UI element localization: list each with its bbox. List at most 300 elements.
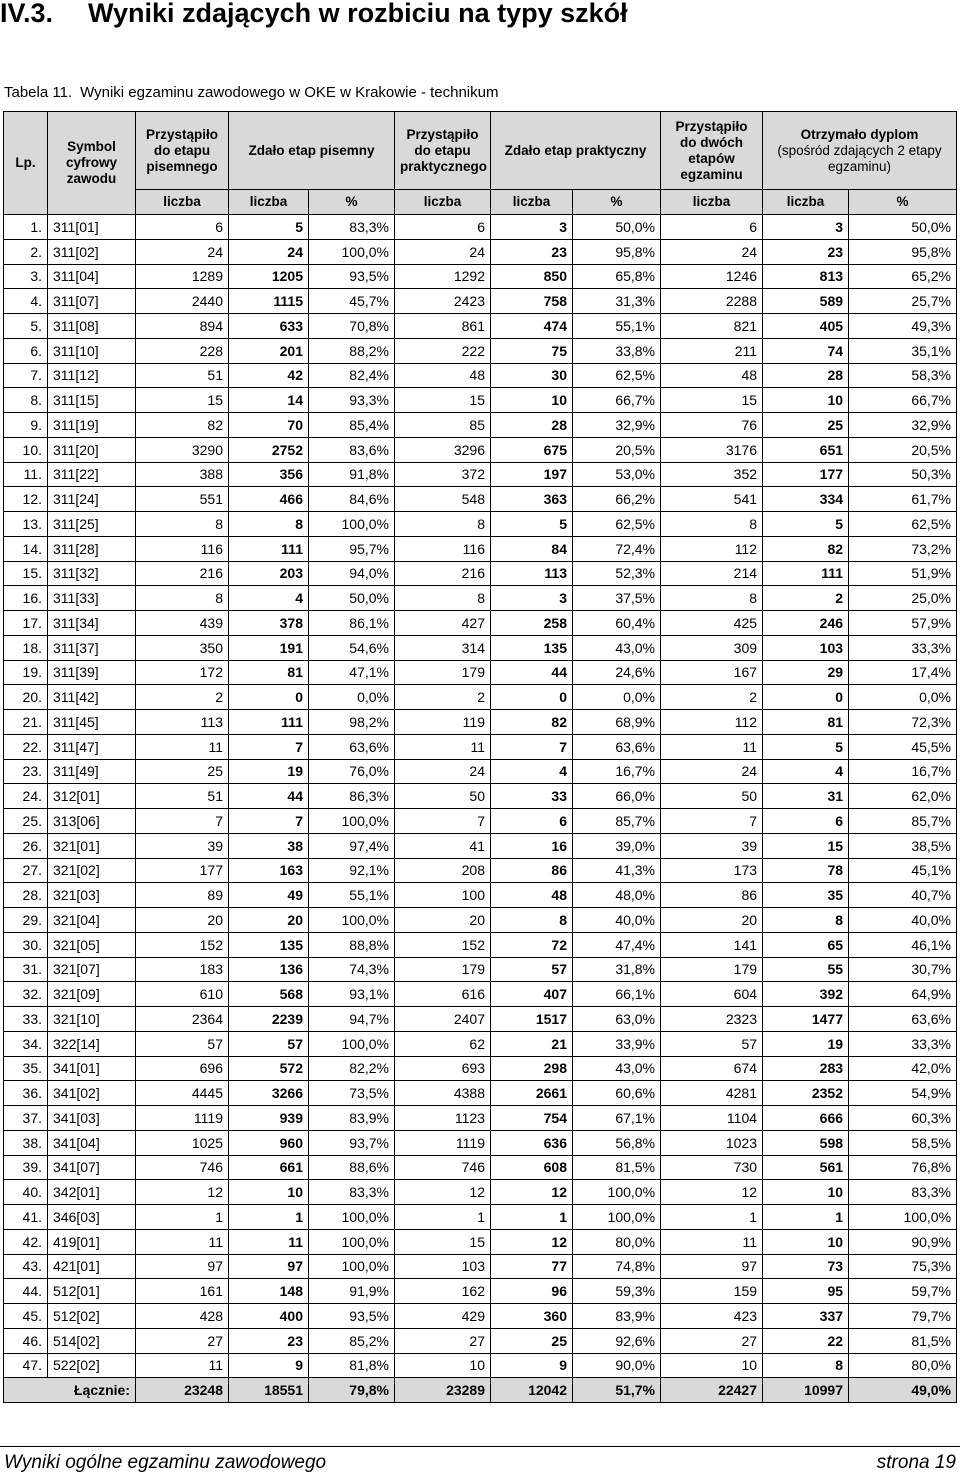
row-practical-attempted: 10 (395, 1353, 491, 1378)
row-practical-pct: 74,8% (573, 1254, 661, 1279)
row-lp: 28. (4, 883, 48, 908)
row-practical-attempted: 162 (395, 1279, 491, 1304)
row-symbol: 311[47] (48, 734, 136, 759)
row-practical-attempted: 85 (395, 413, 491, 438)
row-diploma-count: 0 (763, 685, 849, 710)
row-written-passed: 8 (229, 512, 309, 537)
row-practical-attempted: 179 (395, 660, 491, 685)
header-diploma-main: Otrzymało dyplom (800, 126, 919, 142)
row-written-attempted: 11 (136, 1229, 229, 1254)
row-diploma-pct: 25,7% (849, 289, 957, 314)
row-both-attempted: 352 (661, 462, 763, 487)
total-label: Łącznie: (4, 1378, 136, 1403)
row-lp: 16. (4, 586, 48, 611)
row-written-passed: 23 (229, 1328, 309, 1353)
row-written-pct: 83,9% (309, 1106, 395, 1131)
row-diploma-count: 74 (763, 338, 849, 363)
row-diploma-pct: 40,0% (849, 908, 957, 933)
row-written-attempted: 183 (136, 957, 229, 982)
table-row (4, 858, 957, 883)
header-symbol: Symbol cyfrowy zawodu (48, 112, 136, 215)
row-written-attempted: 894 (136, 314, 229, 339)
table-row (4, 982, 957, 1007)
row-diploma-count: 651 (763, 437, 849, 462)
row-written-attempted: 3290 (136, 437, 229, 462)
row-lp: 31. (4, 957, 48, 982)
row-practical-passed: 1 (491, 1205, 573, 1230)
row-practical-pct: 83,9% (573, 1304, 661, 1329)
header-lp: Lp. (4, 112, 48, 215)
row-practical-attempted: 372 (395, 462, 491, 487)
row-lp: 17. (4, 611, 48, 636)
total-cell: 22427 (661, 1378, 763, 1403)
row-diploma-count: 31 (763, 784, 849, 809)
row-practical-attempted: 8 (395, 512, 491, 537)
row-written-attempted: 7 (136, 809, 229, 834)
table-row (4, 536, 957, 561)
row-diploma-pct: 54,9% (849, 1081, 957, 1106)
table-row (4, 932, 957, 957)
row-both-attempted: 425 (661, 611, 763, 636)
row-diploma-pct: 75,3% (849, 1254, 957, 1279)
row-written-passed: 572 (229, 1056, 309, 1081)
row-symbol: 311[19] (48, 413, 136, 438)
row-both-attempted: 141 (661, 932, 763, 957)
row-written-pct: 85,2% (309, 1328, 395, 1353)
row-practical-pct: 85,7% (573, 809, 661, 834)
header-written-attempted: Przystąpiło do etapu pisemnego (136, 112, 229, 190)
row-diploma-pct: 80,0% (849, 1353, 957, 1378)
row-symbol: 341[01] (48, 1056, 136, 1081)
row-diploma-count: 19 (763, 1031, 849, 1056)
row-written-pct: 100,0% (309, 1031, 395, 1056)
row-practical-passed: 28 (491, 413, 573, 438)
table-row (4, 1056, 957, 1081)
row-written-pct: 93,3% (309, 388, 395, 413)
row-practical-passed: 57 (491, 957, 573, 982)
row-practical-passed: 636 (491, 1130, 573, 1155)
row-written-passed: 5 (229, 215, 309, 240)
row-both-attempted: 179 (661, 957, 763, 982)
row-written-pct: 76,0% (309, 759, 395, 784)
row-lp: 29. (4, 908, 48, 933)
row-symbol: 342[01] (48, 1180, 136, 1205)
row-written-pct: 83,3% (309, 215, 395, 240)
row-written-pct: 73,5% (309, 1081, 395, 1106)
total-cell: 12042 (491, 1378, 573, 1403)
row-written-passed: 203 (229, 561, 309, 586)
row-practical-pct: 47,4% (573, 932, 661, 957)
row-written-pct: 50,0% (309, 586, 395, 611)
row-symbol: 311[15] (48, 388, 136, 413)
row-diploma-pct: 85,7% (849, 809, 957, 834)
table-row (4, 883, 957, 908)
row-practical-pct: 92,6% (573, 1328, 661, 1353)
total-row (4, 1378, 957, 1403)
row-diploma-pct: 72,3% (849, 710, 957, 735)
row-both-attempted: 50 (661, 784, 763, 809)
total-cell: 49,0% (849, 1378, 957, 1403)
row-symbol: 322[14] (48, 1031, 136, 1056)
row-practical-passed: 6 (491, 809, 573, 834)
row-written-attempted: 25 (136, 759, 229, 784)
row-symbol: 321[04] (48, 908, 136, 933)
row-diploma-pct: 50,0% (849, 215, 957, 240)
row-written-passed: 400 (229, 1304, 309, 1329)
row-diploma-count: 1477 (763, 1007, 849, 1032)
row-diploma-count: 65 (763, 932, 849, 957)
row-both-attempted: 15 (661, 388, 763, 413)
row-written-attempted: 1 (136, 1205, 229, 1230)
row-written-passed: 568 (229, 982, 309, 1007)
row-both-attempted: 167 (661, 660, 763, 685)
row-symbol: 313[06] (48, 809, 136, 834)
row-practical-passed: 9 (491, 1353, 573, 1378)
row-both-attempted: 11 (661, 1229, 763, 1254)
row-diploma-count: 73 (763, 1254, 849, 1279)
row-practical-attempted: 208 (395, 858, 491, 883)
row-both-attempted: 8 (661, 586, 763, 611)
row-written-attempted: 152 (136, 932, 229, 957)
row-diploma-pct: 50,3% (849, 462, 957, 487)
row-practical-pct: 62,5% (573, 512, 661, 537)
table-row (4, 215, 957, 240)
row-lp: 32. (4, 982, 48, 1007)
row-written-pct: 86,1% (309, 611, 395, 636)
row-lp: 1. (4, 215, 48, 240)
table-row (4, 413, 957, 438)
row-lp: 6. (4, 338, 48, 363)
row-written-attempted: 1025 (136, 1130, 229, 1155)
row-written-passed: 20 (229, 908, 309, 933)
row-both-attempted: 112 (661, 710, 763, 735)
row-diploma-count: 337 (763, 1304, 849, 1329)
row-both-attempted: 8 (661, 512, 763, 537)
row-practical-passed: 1517 (491, 1007, 573, 1032)
table-row (4, 908, 957, 933)
row-written-passed: 97 (229, 1254, 309, 1279)
row-practical-attempted: 27 (395, 1328, 491, 1353)
row-lp: 8. (4, 388, 48, 413)
row-diploma-count: 23 (763, 239, 849, 264)
row-both-attempted: 2288 (661, 289, 763, 314)
row-written-passed: 49 (229, 883, 309, 908)
row-lp: 43. (4, 1254, 48, 1279)
row-lp: 19. (4, 660, 48, 685)
row-written-pct: 84,6% (309, 487, 395, 512)
row-diploma-pct: 38,5% (849, 833, 957, 858)
row-written-passed: 19 (229, 759, 309, 784)
row-diploma-count: 22 (763, 1328, 849, 1353)
row-diploma-count: 29 (763, 660, 849, 685)
table-row (4, 437, 957, 462)
row-written-attempted: 388 (136, 462, 229, 487)
table-row (4, 685, 957, 710)
row-written-passed: 356 (229, 462, 309, 487)
row-diploma-count: 392 (763, 982, 849, 1007)
row-lp: 33. (4, 1007, 48, 1032)
row-symbol: 341[07] (48, 1155, 136, 1180)
row-practical-passed: 10 (491, 388, 573, 413)
row-written-pct: 74,3% (309, 957, 395, 982)
row-practical-attempted: 4388 (395, 1081, 491, 1106)
row-both-attempted: 112 (661, 536, 763, 561)
row-practical-attempted: 15 (395, 388, 491, 413)
row-both-attempted: 1023 (661, 1130, 763, 1155)
row-lp: 3. (4, 264, 48, 289)
subheader-cell: % (573, 190, 661, 215)
row-diploma-pct: 17,4% (849, 660, 957, 685)
table-row (4, 1304, 957, 1329)
row-written-attempted: 428 (136, 1304, 229, 1329)
row-symbol: 419[01] (48, 1229, 136, 1254)
row-symbol: 311[12] (48, 363, 136, 388)
row-written-pct: 47,1% (309, 660, 395, 685)
row-symbol: 311[33] (48, 586, 136, 611)
row-practical-pct: 48,0% (573, 883, 661, 908)
row-practical-passed: 33 (491, 784, 573, 809)
footer-page-number: strona 19 (876, 1452, 956, 1473)
table-row (4, 388, 957, 413)
table-row (4, 462, 957, 487)
row-written-passed: 148 (229, 1279, 309, 1304)
row-diploma-count: 81 (763, 710, 849, 735)
row-diploma-count: 2 (763, 586, 849, 611)
row-practical-attempted: 427 (395, 611, 491, 636)
header-written-passed: Zdało etap pisemny (229, 112, 395, 190)
row-written-passed: 38 (229, 833, 309, 858)
row-symbol: 311[42] (48, 685, 136, 710)
table-caption (4, 84, 498, 101)
row-written-passed: 11 (229, 1229, 309, 1254)
row-written-passed: 7 (229, 734, 309, 759)
row-written-attempted: 2364 (136, 1007, 229, 1032)
row-lp: 27. (4, 858, 48, 883)
row-lp: 13. (4, 512, 48, 537)
row-written-attempted: 161 (136, 1279, 229, 1304)
row-diploma-count: 246 (763, 611, 849, 636)
row-practical-pct: 81,5% (573, 1155, 661, 1180)
row-symbol: 321[02] (48, 858, 136, 883)
row-practical-passed: 30 (491, 363, 573, 388)
row-written-passed: 111 (229, 536, 309, 561)
row-practical-pct: 40,0% (573, 908, 661, 933)
row-written-passed: 4 (229, 586, 309, 611)
row-practical-attempted: 429 (395, 1304, 491, 1329)
row-written-attempted: 746 (136, 1155, 229, 1180)
row-practical-pct: 59,3% (573, 1279, 661, 1304)
header-practical-attempted: Przystąpiło do etapu praktycznego (395, 112, 491, 190)
total-cell: 18551 (229, 1378, 309, 1403)
row-diploma-pct: 30,7% (849, 957, 957, 982)
row-practical-passed: 363 (491, 487, 573, 512)
total-cell: 23289 (395, 1378, 491, 1403)
row-practical-attempted: 12 (395, 1180, 491, 1205)
row-written-passed: 3266 (229, 1081, 309, 1106)
row-lp: 5. (4, 314, 48, 339)
row-practical-attempted: 1119 (395, 1130, 491, 1155)
row-diploma-count: 10 (763, 1229, 849, 1254)
row-symbol: 311[45] (48, 710, 136, 735)
row-both-attempted: 2 (661, 685, 763, 710)
row-practical-passed: 3 (491, 215, 573, 240)
row-diploma-count: 8 (763, 908, 849, 933)
row-practical-passed: 23 (491, 239, 573, 264)
row-both-attempted: 97 (661, 1254, 763, 1279)
row-practical-pct: 56,8% (573, 1130, 661, 1155)
row-practical-attempted: 7 (395, 809, 491, 834)
row-both-attempted: 24 (661, 239, 763, 264)
row-written-attempted: 177 (136, 858, 229, 883)
results-table-body (4, 215, 957, 1378)
row-symbol: 321[05] (48, 932, 136, 957)
row-practical-pct: 39,0% (573, 833, 661, 858)
row-symbol: 311[08] (48, 314, 136, 339)
row-diploma-count: 177 (763, 462, 849, 487)
row-diploma-pct: 0,0% (849, 685, 957, 710)
row-practical-passed: 360 (491, 1304, 573, 1329)
row-symbol: 514[02] (48, 1328, 136, 1353)
row-symbol: 311[32] (48, 561, 136, 586)
row-diploma-pct: 81,5% (849, 1328, 957, 1353)
row-practical-attempted: 1 (395, 1205, 491, 1230)
row-lp: 40. (4, 1180, 48, 1205)
row-both-attempted: 173 (661, 858, 763, 883)
row-lp: 11. (4, 462, 48, 487)
row-written-attempted: 8 (136, 586, 229, 611)
row-diploma-count: 589 (763, 289, 849, 314)
table-row (4, 1130, 957, 1155)
row-practical-attempted: 2 (395, 685, 491, 710)
row-written-passed: 42 (229, 363, 309, 388)
row-diploma-count: 35 (763, 883, 849, 908)
row-lp: 37. (4, 1106, 48, 1131)
row-lp: 10. (4, 437, 48, 462)
row-diploma-pct: 65,2% (849, 264, 957, 289)
row-written-attempted: 24 (136, 239, 229, 264)
row-written-pct: 95,7% (309, 536, 395, 561)
row-practical-attempted: 20 (395, 908, 491, 933)
row-diploma-pct: 64,9% (849, 982, 957, 1007)
table-row (4, 289, 957, 314)
table-row (4, 1254, 957, 1279)
row-practical-passed: 86 (491, 858, 573, 883)
row-written-passed: 10 (229, 1180, 309, 1205)
row-diploma-pct: 49,3% (849, 314, 957, 339)
row-symbol: 341[03] (48, 1106, 136, 1131)
row-written-attempted: 610 (136, 982, 229, 1007)
row-diploma-pct: 62,0% (849, 784, 957, 809)
row-written-pct: 91,8% (309, 462, 395, 487)
row-symbol: 321[07] (48, 957, 136, 982)
row-symbol: 311[37] (48, 635, 136, 660)
row-practical-pct: 68,9% (573, 710, 661, 735)
row-written-pct: 81,8% (309, 1353, 395, 1378)
row-lp: 35. (4, 1056, 48, 1081)
row-both-attempted: 159 (661, 1279, 763, 1304)
row-written-attempted: 1119 (136, 1106, 229, 1131)
row-both-attempted: 6 (661, 215, 763, 240)
row-written-pct: 93,7% (309, 1130, 395, 1155)
row-practical-passed: 77 (491, 1254, 573, 1279)
row-written-pct: 63,6% (309, 734, 395, 759)
row-written-attempted: 20 (136, 908, 229, 933)
row-diploma-count: 28 (763, 363, 849, 388)
row-symbol: 341[04] (48, 1130, 136, 1155)
row-practical-passed: 474 (491, 314, 573, 339)
row-practical-passed: 25 (491, 1328, 573, 1353)
row-lp: 39. (4, 1155, 48, 1180)
row-practical-passed: 4 (491, 759, 573, 784)
row-lp: 38. (4, 1130, 48, 1155)
row-practical-attempted: 222 (395, 338, 491, 363)
row-both-attempted: 214 (661, 561, 763, 586)
row-lp: 2. (4, 239, 48, 264)
row-written-passed: 960 (229, 1130, 309, 1155)
row-practical-pct: 66,2% (573, 487, 661, 512)
row-diploma-pct: 62,5% (849, 512, 957, 537)
table-row (4, 363, 957, 388)
row-diploma-pct: 95,8% (849, 239, 957, 264)
row-practical-passed: 135 (491, 635, 573, 660)
subheader-cell: liczba (661, 190, 763, 215)
row-symbol: 311[02] (48, 239, 136, 264)
row-diploma-pct: 20,5% (849, 437, 957, 462)
table-row (4, 1180, 957, 1205)
row-symbol: 311[22] (48, 462, 136, 487)
row-practical-pct: 24,6% (573, 660, 661, 685)
row-both-attempted: 10 (661, 1353, 763, 1378)
row-both-attempted: 730 (661, 1155, 763, 1180)
row-practical-pct: 100,0% (573, 1205, 661, 1230)
row-both-attempted: 4281 (661, 1081, 763, 1106)
row-diploma-count: 103 (763, 635, 849, 660)
row-lp: 45. (4, 1304, 48, 1329)
row-both-attempted: 12 (661, 1180, 763, 1205)
row-practical-passed: 758 (491, 289, 573, 314)
subheader-row (4, 190, 957, 215)
row-practical-passed: 8 (491, 908, 573, 933)
row-symbol: 512[02] (48, 1304, 136, 1329)
row-written-passed: 1115 (229, 289, 309, 314)
table-caption-text: Wyniki egzaminu zawodowego w OKE w Krakowie - technikum (80, 84, 499, 101)
row-practical-pct: 67,1% (573, 1106, 661, 1131)
row-lp: 20. (4, 685, 48, 710)
row-diploma-pct: 33,3% (849, 635, 957, 660)
row-written-attempted: 551 (136, 487, 229, 512)
row-diploma-count: 813 (763, 264, 849, 289)
row-lp: 18. (4, 635, 48, 660)
row-both-attempted: 27 (661, 1328, 763, 1353)
row-lp: 41. (4, 1205, 48, 1230)
results-table (3, 111, 957, 1403)
row-practical-pct: 43,0% (573, 1056, 661, 1081)
row-written-pct: 93,5% (309, 1304, 395, 1329)
row-practical-attempted: 24 (395, 759, 491, 784)
row-written-pct: 54,6% (309, 635, 395, 660)
table-row (4, 784, 957, 809)
row-diploma-pct: 42,0% (849, 1056, 957, 1081)
table-row (4, 809, 957, 834)
table-row (4, 1081, 957, 1106)
row-symbol: 512[01] (48, 1279, 136, 1304)
row-written-pct: 93,5% (309, 264, 395, 289)
row-diploma-count: 95 (763, 1279, 849, 1304)
table-row (4, 1353, 957, 1378)
row-diploma-pct: 33,3% (849, 1031, 957, 1056)
table-row (4, 487, 957, 512)
row-practical-attempted: 41 (395, 833, 491, 858)
